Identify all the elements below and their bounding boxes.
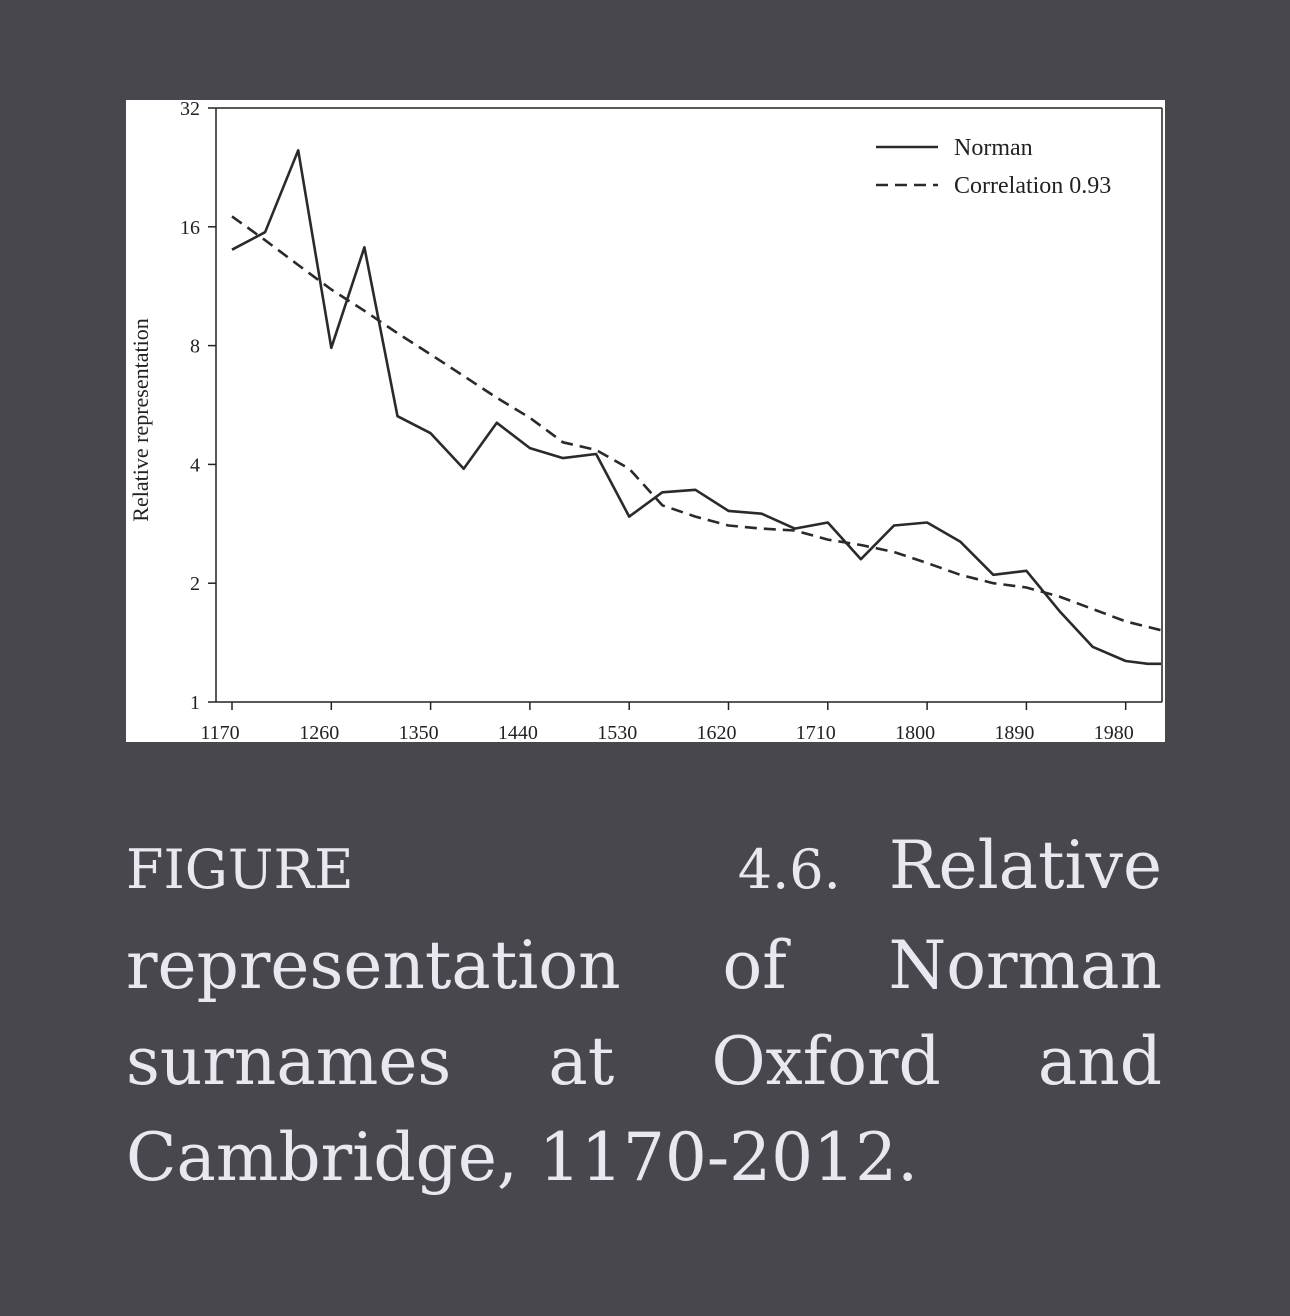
y-tick-label: 8 [190, 335, 200, 358]
series-line-norman [232, 150, 1161, 664]
y-tick-label: 1 [190, 692, 200, 714]
chart-figure [126, 100, 1165, 742]
x-tick-label: 1710 [795, 722, 836, 742]
x-tick-label: 1980 [1093, 722, 1134, 742]
legend-label: Norman [954, 135, 1033, 161]
x-tick-label: 1530 [597, 722, 638, 742]
figure-label: FIGURE 4.6. [126, 838, 841, 901]
legend-label: Correlation 0.93 [954, 173, 1112, 199]
x-tick-label: 1260 [299, 722, 340, 742]
x-tick-label: 1800 [895, 722, 936, 742]
y-axis-label: Relative representation [128, 318, 153, 522]
x-tick-label: 1620 [696, 722, 737, 742]
x-tick-label: 1890 [994, 722, 1035, 742]
chart-lines [232, 150, 1161, 664]
caption-text: Relative representation of Norman surnames at Oxford and Cambridge, 1170-2012. [126, 827, 1162, 1196]
x-tick-label: 1440 [497, 722, 538, 742]
chart-legend [876, 135, 1111, 199]
x-tick-label: 1170 [200, 722, 240, 742]
chart-svg [126, 100, 1165, 742]
figure-caption [126, 818, 1162, 1206]
x-tick-label: 1350 [398, 722, 439, 742]
y-tick-label: 16 [180, 216, 200, 239]
y-tick-label: 2 [190, 573, 200, 596]
y-tick-label: 4 [190, 454, 200, 477]
y-tick-label: 32 [180, 100, 200, 120]
